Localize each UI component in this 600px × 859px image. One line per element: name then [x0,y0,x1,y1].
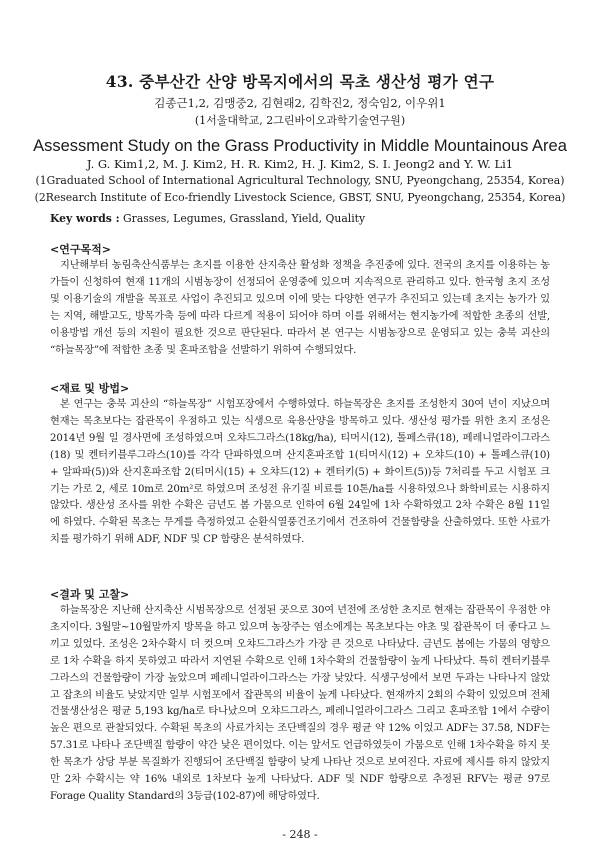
section-heading-results: <결과 및 고찰> [50,588,130,601]
affiliations-korean: (1서울대학교, 2그린바이오과학기술연구원) [194,114,406,127]
section-body-purpose: 지난해부터 농림축산식품부는 초지를 이용한 산지축산 활성화 정책을 추진중에 있다. 전국의 초지를 이용하는 농가들이 신청하여 현재 11개의 시범농장이 선정되어 운영중에 있으며 지속적으로 관리하고 있다. 한국형 초지 조성 및 이용기술의 개발을 목표로 사업이 추진되고 있으며 이에 맞는 다양한 연구가 추진되고 있는데 초지는 농가가 있는 지역, 해발고도, 방목가축 등에 따라 다르게 적용이 되어야 하며 이를 위해서는 현지농가에 적합한 초종의 선발, 이용방법 개선 등의 지원이 필요한 것으로 판단된다. 따라서 본 연구는 시범농장으로 운영되고 있는 충북 괴산의 “하늘목장”에 적합한 초종 및 혼파조합을 선발하기 위하여 수행되었다. [50,260,550,356]
keywords-text: Grasses, Legumes, Grassland, Yield, Quality [123,212,366,225]
section-heading-methods: <재료 및 방법> [50,382,130,395]
keywords-label: Key words : [50,212,120,225]
affiliation-english-1: (1Graduated School of International Agricultural Technology, SNU, Pyeongchang, 25354, Korea) [35,174,565,187]
affiliation-english-2: (2Research Institute of Eco-friendly Livestock Science, GBST, SNU, Pyeongchang, 25354, Korea) [34,191,566,204]
section-heading-purpose: <연구목적> [50,243,111,256]
authors-english: J. G. Kim1,2, M. J. Kim2, H. R. Kim2, H. J. Kim2, S. I. Jeong2 and Y. W. Li1 [86,157,514,171]
title-korean: 43. 중부산간 산양 방목지에서의 목초 생산성 평가 연구 [105,72,495,91]
keywords [50,212,550,225]
title-english: Assessment Study on the Grass Productivity in Middle Mountainous Area [33,137,567,155]
section-body-results: 하늘목장은 지난해 산지축산 시범목장으로 선정된 곳으로 30여 년전에 조성한 초지로 현재는 잡관목이 우점한 야초지이다. 3월말~10월말까지 방목을 하고 있으며 농장주는 염소에게는 목초보다는 야초 및 잡관목이 더 좋다고 느끼고 있었다. 조성은 2차수확시 더 컷으며 오챠드그라스가 가장 큰 것으로 나타났다. 금년도 봄에는 가뭄의 영향으로 1차 수확을 하지 못하였고 따라서 지연된 수확으로 인해 1차수확의 건물함량이 높게 나타났다. 특히 켄터키블루그라스의 건물함량이 가장 높았으며 페레니얼라이그라스는 가장 낮았다. 식생구성에서 보면 두과는 나타나지 않았고 잡초의 비율도 낮았지만 일부 시험포에서 잡관목의 비율이 높게 나타났다. 현재까지 2회의 수확이 있었으며 전체 건물생산성은 평균 5,193 kg/ha로 타나났으며 오챠드그라스, 페레니얼라이그라스 그리고 혼파조합 1에서 수량이 높은 편으로 관찰되었다. 수확된 목초의 사료가치는 조단백질의 경우 평균 약 12% 이었고 ADF는 37.58, NDF는 57.31로 나타나 조단백질 함량이 약간 낮은 편이었다. 이는 앞서도 언급하였듯이 가뭄으로 인해 1차수확을 하지 못한 목초가 상당 부분 목질화가 진행되어 조단백질 함량이 낮게 나타난 것으로 보여진다. 자료에 제시를 하지 않았지만 2차 수확시는 약 16% 내외로 1차보다 높게 나타났다. ADF 및 NDF 함량으로 추정된 RFV는 평균 97로 Forage Quality Standard의 3등급(102-87)에 해당하였다. [50,605,550,802]
authors-korean: 김종근1,2, 김맹중2, 김현래2, 김학진2, 정숙임2, 이우위1 [154,96,446,110]
section-body-methods: 본 연구는 충북 괴산의 “하늘목장” 시험포장에서 수행하였다. 하늘목장은 초지를 조성한지 30여 년이 지났으며 현재는 목초보다는 잡관목이 우점하고 있는 식생으로 육용산양을 방목하고 있다. 생산성 평가를 위한 초지 조성은 2014년 9월 일 경사면에 조성하였으며 오챠드그라스(18kg/ha), 티머시(12), 톨페스큐(18), 페레니얼라이그라스(18) 및 켄터키블루그라스(10)를 각각 단파하였으며 산지혼파조합 1(티머시(12) + 오챠드(10) + 톨페스큐(10) + 알파파(5))와 산지혼파조합 2(티머시(15) + 오챠드(12) + 켄터키(5) + 화이트(5))등 7처리를 두고 시험포 크기는 가로 2, 세로 10m로 20m²로 하였으며 조성전 유기질 비료를 10톤/ha를 시용하였으나 화학비료는 시용하지 않았다. 생산성 조사를 위한 수확은 금년도 봄 가뭄으로 인하여 6월 24일에 1차 수확하였고 2차 수확은 8월 11일에 하였다. 수확된 목초는 무게를 측정하였고 순환식열풍건조기에서 건조하여 건물함량을 산출하였다. 또한 사료가치를 평가하기 위해 ADF, NDF 및 CP 함량은 분석하였다. [50,399,550,546]
page-number: - 248 - [282,828,318,841]
